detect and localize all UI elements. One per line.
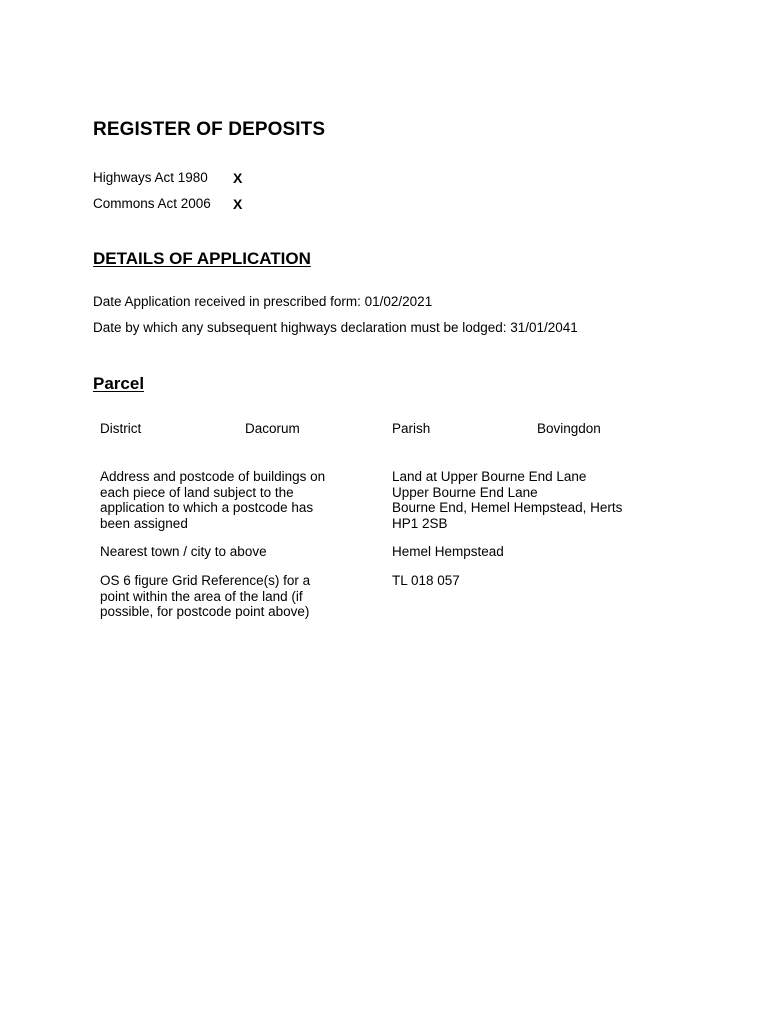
address-value	[392, 469, 622, 531]
address-label: Address and postcode of buildings on each piece of land subject to the application to which a postcode has been assigned	[100, 469, 326, 531]
address-line: Land at Upper Bourne End Lane	[392, 469, 587, 484]
date-received: Date Application received in prescribed form: 01/02/2021	[93, 294, 433, 309]
address-line: HP1 2SB	[392, 515, 448, 531]
parcel-heading: Parcel	[93, 374, 145, 393]
act-mark-highways: X	[233, 170, 243, 186]
nearest-town-label: Nearest town / city to above	[100, 544, 267, 559]
act-label-highways: Highways Act 1980	[93, 170, 208, 185]
address-line: Bourne End, Hemel Hempstead, Herts	[392, 500, 623, 515]
district-label: District	[100, 421, 142, 436]
address-line: Upper Bourne End Lane	[392, 484, 538, 500]
date-declaration: Date by which any subsequent highways declaration must be lodged: 31/01/2041	[93, 320, 578, 335]
parish-label: Parish	[392, 421, 431, 436]
page-title: REGISTER OF DEPOSITS	[93, 119, 326, 140]
nearest-town-value: Hemel Hempstead	[392, 544, 504, 559]
district-value: Dacorum	[245, 421, 300, 436]
parish-value: Bovingdon	[537, 421, 601, 436]
grid-ref-label: OS 6 figure Grid Reference(s) for a point within the area of the land (if possible, for postcode point above)	[100, 573, 311, 619]
grid-ref-value: TL 018 057	[392, 573, 460, 588]
act-label-commons: Commons Act 2006	[93, 196, 211, 211]
details-heading: DETAILS OF APPLICATION	[93, 249, 311, 268]
act-mark-commons: X	[233, 196, 243, 212]
